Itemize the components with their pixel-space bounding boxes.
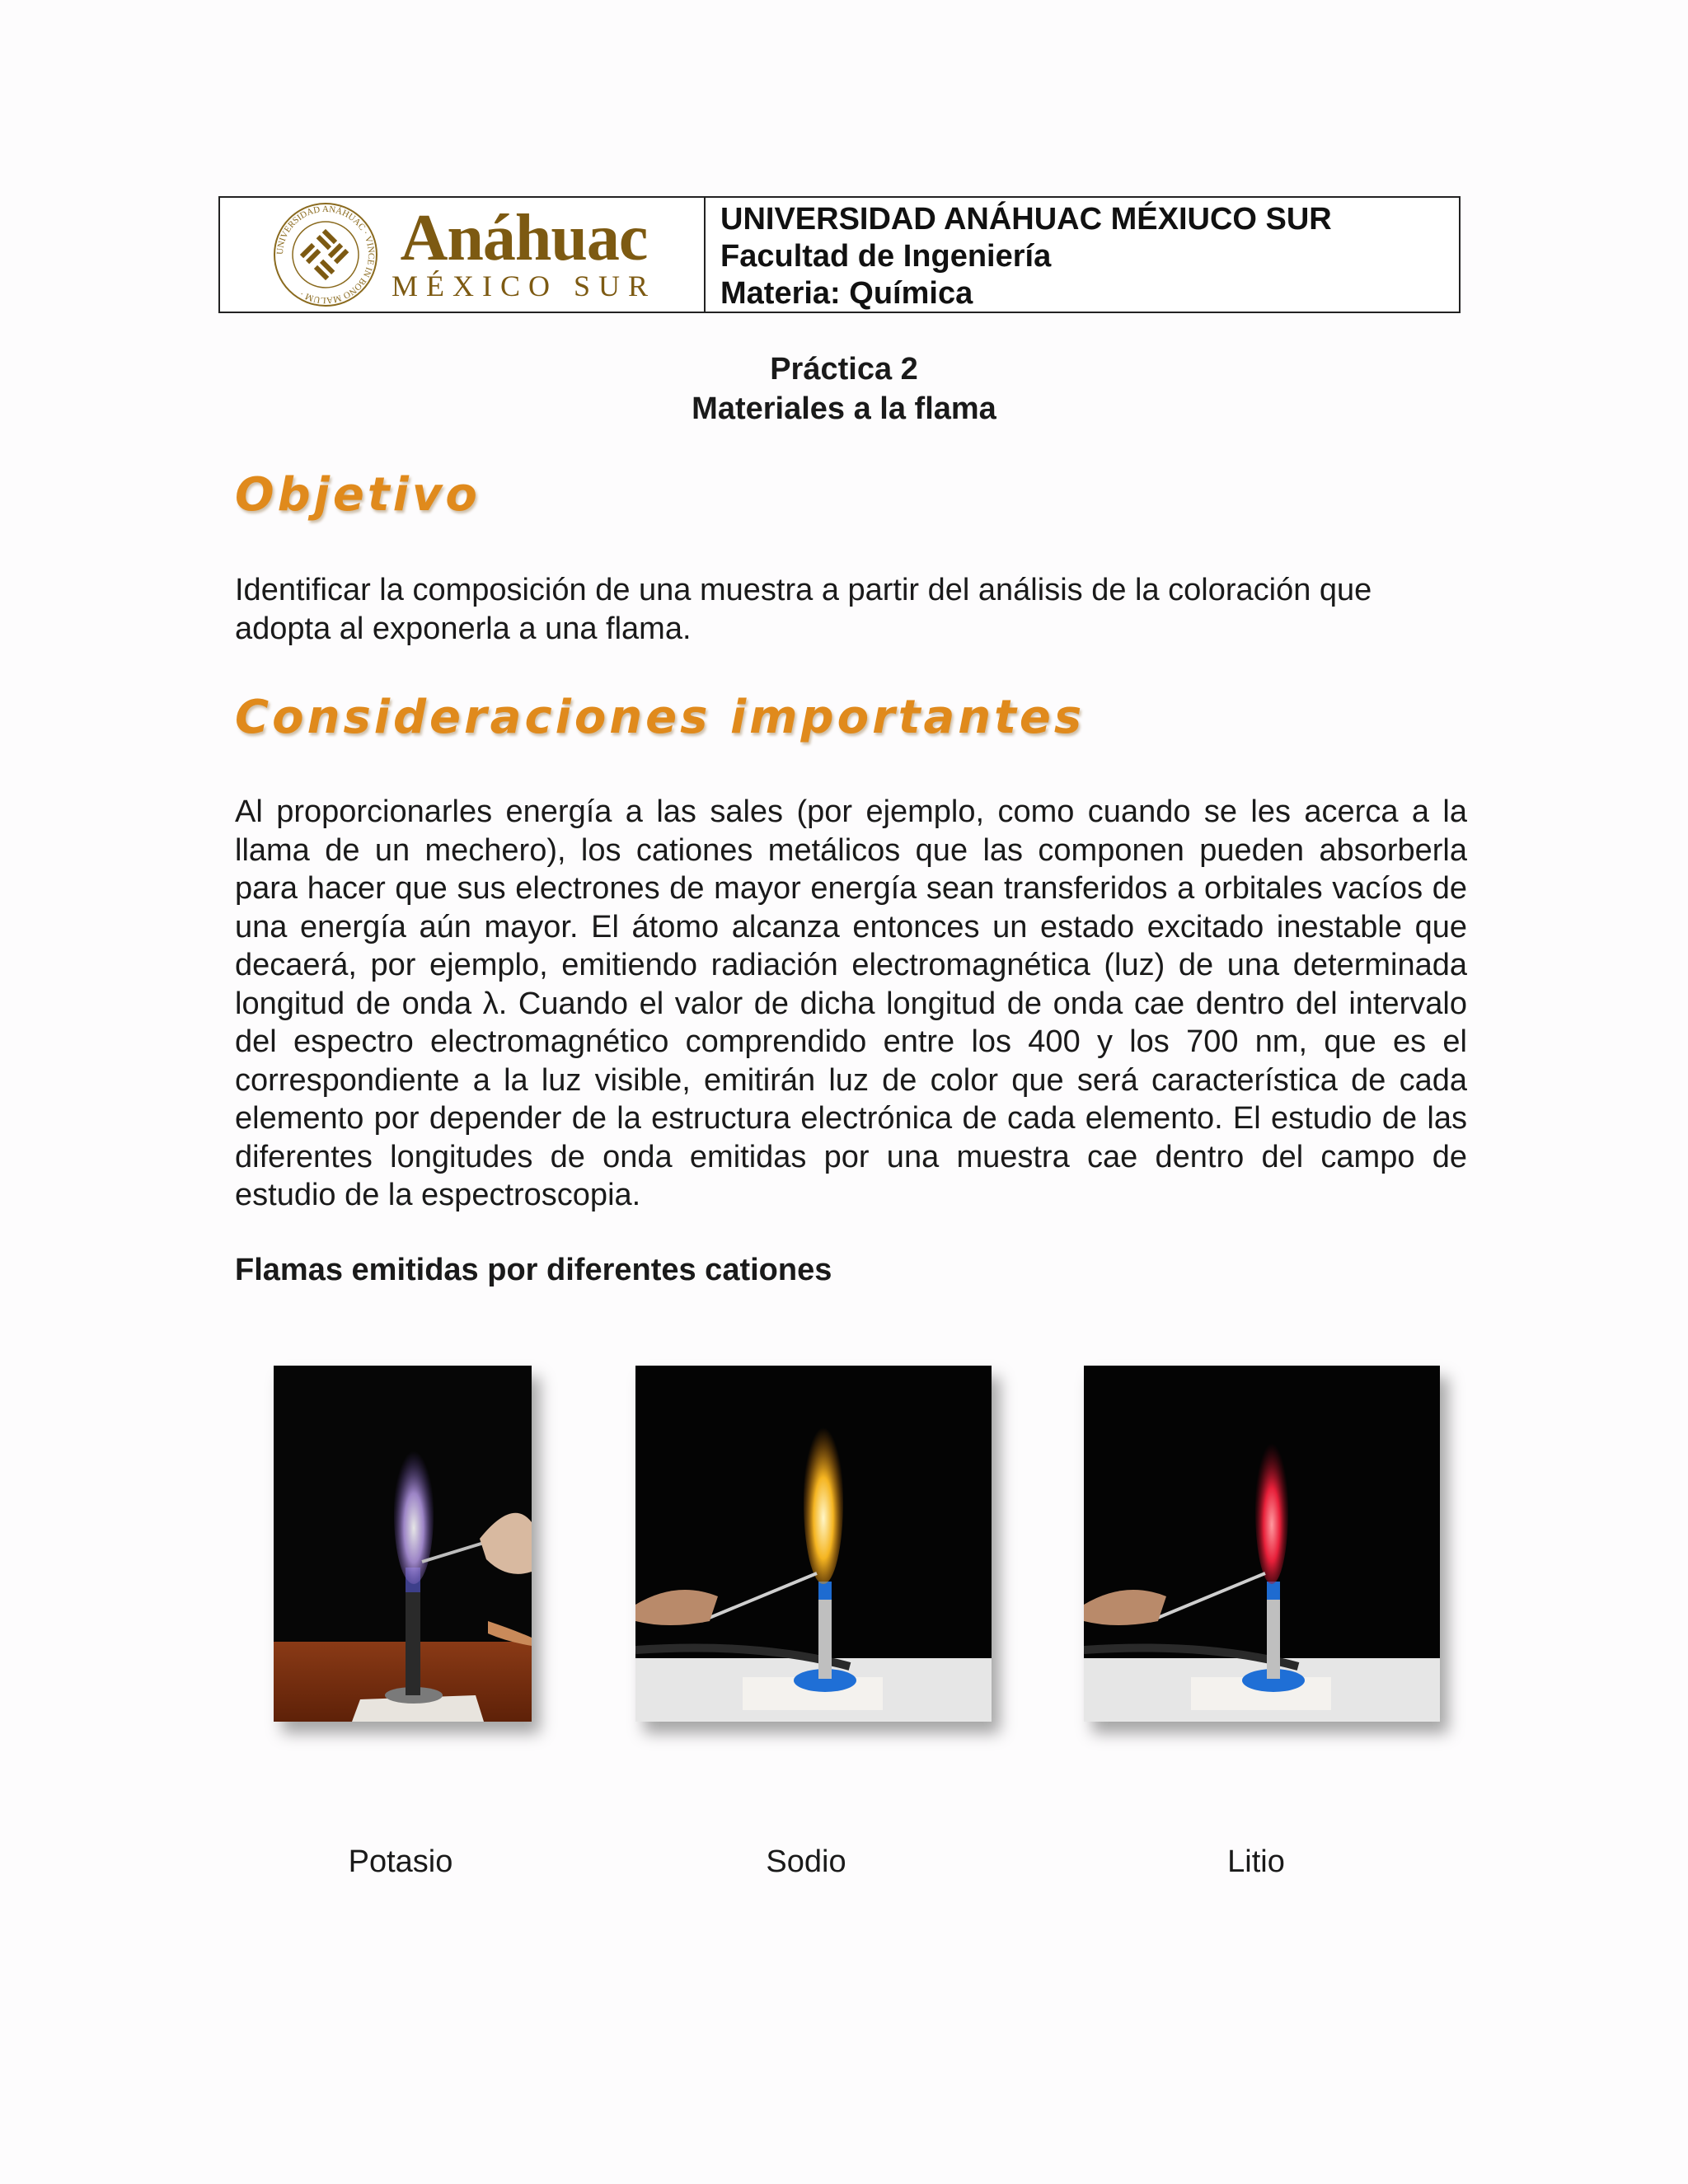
objetivo-heading: Objetivo [235, 468, 481, 522]
caption-sodio: Sodio [766, 1844, 846, 1879]
logo-name: Anáhuac [400, 202, 648, 274]
flamas-heading: Flamas emitidas por diferentes cationes [235, 1253, 832, 1287]
consideraciones-heading: Consideraciones importantes [235, 691, 1085, 744]
practice-name: Materiales a la flama [692, 391, 996, 426]
potasio-flame-photo [274, 1366, 532, 1722]
university-seal-icon [268, 197, 383, 312]
subject-name: Materia: Química [720, 276, 973, 311]
university-name: UNIVERSIDAD ANÁHUAC MÉXIUCO SUR [720, 202, 1332, 237]
anahuac-logo [268, 197, 656, 312]
litio-flame-photo [1084, 1366, 1440, 1722]
practice-number: Práctica 2 [770, 352, 918, 387]
consideraciones-text: Al proporcionarles energía a las sales (por ejemplo, como cuando se les acerca a la llama de un mechero), los cationes metálicos que las componen pueden absorberla para hacer que sus electrones de mayor energía sean transferidos a orbitales vacíos de una energía aún mayor. El átomo alcanza entonces un estado excitado inestable que decaerá, por ejemplo, emitiendo radiación electromagnética (luz) de una determinada longitud de onda λ. Cuando el valor de dicha longitud de onda cae dentro del intervalo del espectro electromagnético comprendido entre los 400 y los 700 nm, que es el correspondiente a la luz visible, emitirán luz de color que será característica de cada elemento por depender de la estructura electrónica de cada elemento. El estudio de las diferentes longitudes de onda emitidas por una muestra cae dentro del campo de estudio de la espectroscopia. [235, 794, 1467, 1212]
header-info [706, 198, 1459, 312]
caption-potasio: Potasio [348, 1844, 453, 1879]
objetivo-text: Identificar la composición de una muestra a partir del análisis de la coloración que adopta al exponerla a una flama. [235, 573, 1372, 646]
header-table [218, 196, 1461, 313]
sodio-flame-photo [635, 1366, 992, 1722]
svg-text:UNIVERSIDAD ANÁHUAC · VINCE IN: UNIVERSIDAD ANÁHUAC · VINCE IN BONO MALUM · [274, 204, 377, 306]
caption-litio: Litio [1227, 1844, 1285, 1879]
page-title [0, 349, 1688, 429]
logo-cell [220, 198, 706, 312]
faculty-name: Facultad de Ingeniería [720, 239, 1052, 274]
logo-subtitle: MÉXICO SUR [391, 269, 657, 302]
